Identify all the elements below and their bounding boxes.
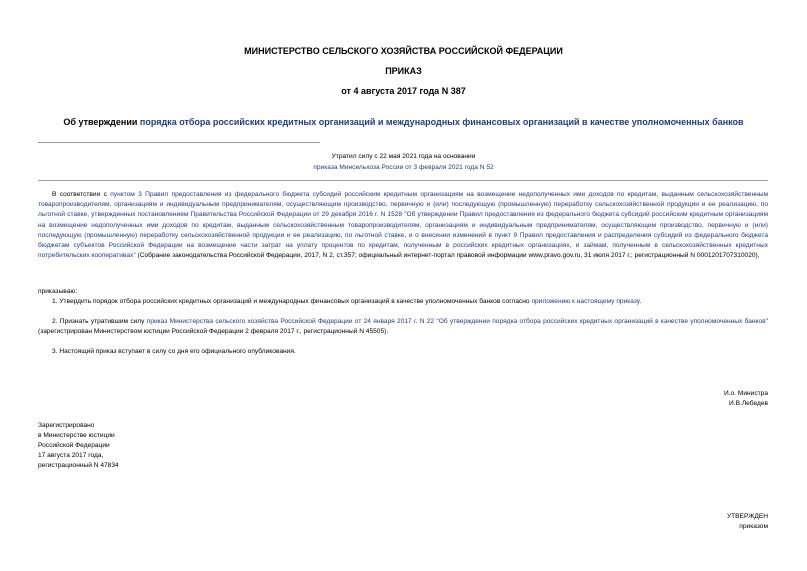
repealed-order-link[interactable]: приказ Министерства сельского хозяйства Российской Федерации от 24 января 2017 г. N 22 "Об утверждении порядка отбора российских кредитных организаций в качестве уполномоченных банков": [146, 318, 769, 325]
registration-line-2: в Министерстве юстиции: [38, 432, 115, 439]
document-title: [0, 117, 807, 127]
registration-line-4: 17 августа 2017 года,: [38, 452, 104, 459]
approved-line-1: УТВЕРЖДЕН: [726, 513, 768, 520]
preamble-text-1: В соответствии с: [52, 191, 111, 198]
item-1: [38, 297, 768, 307]
item-2: [38, 317, 768, 337]
registration-line-1: Зарегистрировано: [38, 422, 95, 429]
item-1-text: 1. Утвердить порядок отбора российских кредитных организаций и международных финансовых организаций в качестве уполномоченных банков согласно: [52, 298, 532, 305]
appendix-link[interactable]: приложению к настоящему приказу: [531, 298, 640, 305]
registration-line-5: регистрационный N 47834: [38, 462, 119, 469]
title-link[interactable]: порядка отбора российских кредитных организаций и международных финансовых организаций в качестве уполномоченных банков: [139, 117, 744, 127]
status-link-line: [0, 163, 807, 173]
preamble-text-2: (Собрание законодательства Российской Федерации, 2017, N 2, ст.357; официальный интернет-портал правовой информации www.pravo.gov.ru, 31 июля 2017 г.; регистрационный N 0001201707310020),: [135, 252, 760, 260]
signature-name: И.В.Лебедев: [729, 400, 768, 407]
order-word: приказываю:: [38, 288, 78, 295]
signature-position: И.о. Министра: [723, 390, 768, 397]
title-prefix: Об утверждении: [63, 117, 140, 127]
status-divider: [38, 180, 768, 181]
item-3: 3. Настоящий приказ вступает в силу со дня его официального опубликования.: [52, 348, 296, 355]
item-2-text: 2. Признать утратившим силу: [52, 318, 147, 325]
rules-link[interactable]: пунктом 3 Правил предоставления из федерального бюджета субсидий российским кредитным организациям на возмещение недополученных ими доходов по кредитам, выданным сельскохозяйственным товаропроизводителям, организациям и индивидуальным предпринимателям, осуществляющим производство, первичную и (или) последующую (промышленную) переработку сельскохозяйственной продукции и ее реализацию, по льготной ставке, утвержденных постановлением Правительства Российской Федерации от 29 декабря 2016 г. N 1528 "Об утверждении Правил предоставления из федерального бюджета субсидий российским кредитным организациям на возмещение недополученных ими доходов по кредитам, выданным сельскохозяйственным товаропроизводителям, организациям и индивидуальным предпринимателям, осуществляющим производство, первичную и (или) последующую (промышленную) переработку сельскохозяйственной продукции и ее реализацию, по льготной ставке, и о внесении изменений в пункт 9 Правил предоставления и распределения субсидий из федерального бюджета бюджетам субъектов Российской Федерации на возмещение части затрат на уплату процентов по кредитам, полученным в российских кредитных организациях, и займам, полученным в сельскохозяйственных кредитных потребительских кооперативах": [38, 191, 769, 260]
preamble-paragraph: [38, 190, 768, 261]
status-line: Утратил силу с 22 мая 2021 года на основании: [331, 153, 476, 160]
item-2-end: (зарегистрирован Министерством юстиции Российской Федерации 2 февраля 2017 г., регистрационный N 45505).: [38, 328, 389, 336]
date-number-heading: от 4 августа 2017 года N 387: [341, 86, 466, 96]
approved-line-2: приказом: [739, 523, 768, 530]
top-divider: [38, 142, 320, 143]
ministry-heading: МИНИСТЕРСТВО СЕЛЬСКОГО ХОЗЯЙСТВА РОССИЙСКОЙ ФЕДЕРАЦИИ: [244, 46, 563, 56]
repeal-order-link[interactable]: приказа Минсельхоза России от 3 февраля 2021 года N 52: [313, 164, 494, 171]
registration-line-3: Российской Федерации: [38, 442, 110, 449]
item-1-end: .: [639, 298, 642, 305]
doc-type-heading: ПРИКАЗ: [385, 66, 422, 76]
